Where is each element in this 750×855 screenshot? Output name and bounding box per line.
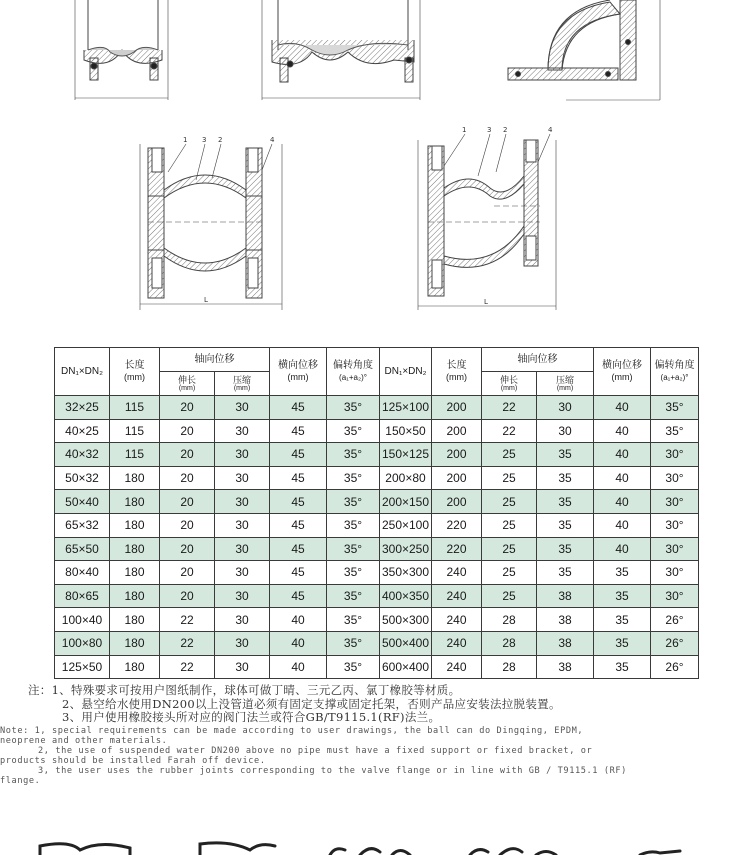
table-cell: 26° xyxy=(651,608,699,632)
table-cell: 30 xyxy=(215,561,270,585)
note-en-2-cont: products should be installed Farah off device. xyxy=(0,755,266,766)
table-cell: 200 xyxy=(432,443,482,467)
table-cell: 45 xyxy=(270,443,327,467)
table-cell: 180 xyxy=(110,631,160,655)
note-en-1: Note: 1, special requirements can be made according to user drawings, the ball can do Dingqing, EPDM, xyxy=(0,725,584,736)
table-cell: 35° xyxy=(327,655,380,679)
table-cell: 20 xyxy=(160,443,215,467)
table-cell: 30 xyxy=(215,537,270,561)
axial-header-right: 轴向位移 xyxy=(482,348,594,372)
table-cell: 115 xyxy=(110,443,160,467)
table-cell: 38 xyxy=(537,584,594,608)
table-cell: 200×150 xyxy=(380,490,432,514)
table-row xyxy=(55,443,699,467)
part-label-4: 4 xyxy=(548,126,553,134)
table-cell: 30° xyxy=(651,513,699,537)
table-cell: 180 xyxy=(110,513,160,537)
table-cell: 35° xyxy=(327,561,380,585)
length-label: L xyxy=(204,296,208,304)
table-cell: 100×80 xyxy=(55,631,110,655)
angle-header: 偏转角度 (a₁+a₂)° xyxy=(327,348,380,396)
double-sphere-drawing-top xyxy=(262,0,420,100)
table-cell: 32×25 xyxy=(55,396,110,420)
table-cell: 400×350 xyxy=(380,584,432,608)
table-cell: 100×40 xyxy=(55,608,110,632)
table-cell: 500×400 xyxy=(380,631,432,655)
table-cell: 20 xyxy=(160,537,215,561)
table-cell: 22 xyxy=(160,608,215,632)
table-body xyxy=(55,396,699,679)
table-cell: 600×400 xyxy=(380,655,432,679)
note-en-3-cont: flange. xyxy=(0,775,41,786)
table-cell: 20 xyxy=(160,584,215,608)
table-cell: 50×32 xyxy=(55,466,110,490)
table-cell: 180 xyxy=(110,608,160,632)
part-label-3: 3 xyxy=(487,126,492,134)
table-cell: 20 xyxy=(160,513,215,537)
table-cell: 35° xyxy=(327,537,380,561)
table-cell: 38 xyxy=(537,608,594,632)
table-cell: 40 xyxy=(270,655,327,679)
extend-header-right: 伸长 (mm) xyxy=(482,372,537,396)
table-cell: 22 xyxy=(482,396,537,420)
table-cell: 35° xyxy=(651,396,699,420)
table-cell: 22 xyxy=(482,419,537,443)
table-cell: 35° xyxy=(327,608,380,632)
table-cell: 35° xyxy=(327,513,380,537)
table-cell: 125×100 xyxy=(380,396,432,420)
table-cell: 30 xyxy=(215,655,270,679)
table-cell: 240 xyxy=(432,631,482,655)
table-cell: 25 xyxy=(482,443,537,467)
table-cell: 40 xyxy=(594,537,651,561)
concentric-sphere-drawing xyxy=(140,136,282,310)
note-zh-3: 3、用户使用橡胶接头所对应的阀门法兰或符合GB/T9115.1(RF)法兰。 xyxy=(62,710,441,724)
table-row xyxy=(55,490,699,514)
part-label-1: 1 xyxy=(183,136,188,144)
table-cell: 220 xyxy=(432,513,482,537)
elbow-drawing-top xyxy=(508,0,660,100)
table-cell: 45 xyxy=(270,561,327,585)
table-cell: 20 xyxy=(160,466,215,490)
table-cell: 240 xyxy=(432,608,482,632)
table-row xyxy=(55,466,699,490)
table-cell: 20 xyxy=(160,419,215,443)
part-label-2: 2 xyxy=(503,126,508,134)
table-cell: 35 xyxy=(594,655,651,679)
reducing-sphere-drawing xyxy=(418,126,556,310)
table-cell: 150×50 xyxy=(380,419,432,443)
technical-drawings xyxy=(0,0,750,340)
table-cell: 250×100 xyxy=(380,513,432,537)
table-cell: 35° xyxy=(327,490,380,514)
table-cell: 115 xyxy=(110,419,160,443)
table-cell: 200 xyxy=(432,396,482,420)
table-cell: 180 xyxy=(110,561,160,585)
table-cell: 25 xyxy=(482,561,537,585)
table-cell: 50×40 xyxy=(55,490,110,514)
table-cell: 22 xyxy=(160,631,215,655)
table-cell: 80×65 xyxy=(55,584,110,608)
table-cell: 25 xyxy=(482,537,537,561)
table-cell: 28 xyxy=(482,631,537,655)
table-row xyxy=(55,537,699,561)
table-cell: 240 xyxy=(432,584,482,608)
part-label-4: 4 xyxy=(270,136,275,144)
table-cell: 30° xyxy=(651,561,699,585)
table-cell: 45 xyxy=(270,513,327,537)
table-cell: 35 xyxy=(594,631,651,655)
dn-header-right: DN₁×DN₂ xyxy=(380,348,432,396)
length-header: 长度 (mm) xyxy=(110,348,160,396)
table-cell: 30 xyxy=(215,513,270,537)
table-cell: 35° xyxy=(651,419,699,443)
specification-table xyxy=(54,347,699,679)
part-label-1: 1 xyxy=(462,126,467,134)
table-cell: 28 xyxy=(482,608,537,632)
table-cell: 40 xyxy=(270,631,327,655)
part-label-2: 2 xyxy=(218,136,223,144)
table-cell: 35° xyxy=(327,419,380,443)
compress-header: 压缩 (mm) xyxy=(215,372,270,396)
table-cell: 180 xyxy=(110,490,160,514)
bottom-drawings-cropped xyxy=(0,810,750,855)
table-cell: 30 xyxy=(215,466,270,490)
table-cell: 30° xyxy=(651,537,699,561)
table-cell: 40 xyxy=(594,396,651,420)
table-cell: 45 xyxy=(270,396,327,420)
table-cell: 35° xyxy=(327,584,380,608)
table-cell: 300×250 xyxy=(380,537,432,561)
table-cell: 200 xyxy=(432,490,482,514)
table-cell: 180 xyxy=(110,466,160,490)
compress-header-right: 压缩 (mm) xyxy=(537,372,594,396)
table-cell: 40×25 xyxy=(55,419,110,443)
table-cell: 35 xyxy=(594,584,651,608)
table-cell: 30 xyxy=(215,419,270,443)
table-cell: 30 xyxy=(215,490,270,514)
dn-header: DN₁×DN₂ xyxy=(55,348,110,396)
part-label-3: 3 xyxy=(202,136,207,144)
table-cell: 180 xyxy=(110,584,160,608)
table-cell: 45 xyxy=(270,466,327,490)
angle-header-right: 偏转角度 (a₁+a₂)° xyxy=(651,348,699,396)
table-cell: 65×50 xyxy=(55,537,110,561)
axial-header: 轴向位移 xyxy=(160,348,270,372)
table-cell: 40 xyxy=(594,466,651,490)
table-cell: 20 xyxy=(160,490,215,514)
table-row xyxy=(55,419,699,443)
table-cell: 35° xyxy=(327,466,380,490)
table-cell: 25 xyxy=(482,490,537,514)
table-cell: 25 xyxy=(482,513,537,537)
table-cell: 220 xyxy=(432,537,482,561)
note-zh-2: 2、悬空给水使用DN200以上没管道必须有固定支撑或固定托架，否则产品应安装法拉脱装置。 xyxy=(62,696,561,711)
table-cell: 30 xyxy=(215,608,270,632)
table-cell: 115 xyxy=(110,396,160,420)
table-cell: 35° xyxy=(327,443,380,467)
table-cell: 35 xyxy=(537,513,594,537)
table-cell: 30 xyxy=(537,396,594,420)
table-cell: 35 xyxy=(594,561,651,585)
table-cell: 35 xyxy=(537,466,594,490)
table-row xyxy=(55,396,699,420)
table-cell: 40 xyxy=(594,419,651,443)
table-cell: 500×300 xyxy=(380,608,432,632)
table-cell: 200 xyxy=(432,419,482,443)
table-cell: 40 xyxy=(594,490,651,514)
table-cell: 180 xyxy=(110,537,160,561)
table-cell: 30 xyxy=(215,396,270,420)
table-cell: 30° xyxy=(651,490,699,514)
table-cell: 150×125 xyxy=(380,443,432,467)
table-row xyxy=(55,655,699,679)
table-cell: 80×40 xyxy=(55,561,110,585)
table-row xyxy=(55,584,699,608)
lateral-header: 横向位移 (mm) xyxy=(270,348,327,396)
notes-section xyxy=(0,683,738,786)
table-cell: 45 xyxy=(270,537,327,561)
table-cell: 22 xyxy=(160,655,215,679)
table-cell: 28 xyxy=(482,655,537,679)
table-row xyxy=(55,608,699,632)
table-cell: 38 xyxy=(537,655,594,679)
table-cell: 30 xyxy=(215,443,270,467)
table-cell: 35 xyxy=(537,443,594,467)
table-cell: 45 xyxy=(270,490,327,514)
table-cell: 125×50 xyxy=(55,655,110,679)
table-row xyxy=(55,631,699,655)
table-cell: 30 xyxy=(215,631,270,655)
table-cell: 35 xyxy=(594,608,651,632)
table-cell: 30° xyxy=(651,466,699,490)
table-cell: 350×300 xyxy=(380,561,432,585)
table-cell: 35° xyxy=(327,396,380,420)
table-cell: 25 xyxy=(482,466,537,490)
table-cell: 26° xyxy=(651,631,699,655)
note-en-2: 2, the use of suspended water DN200 above no pipe must have a fixed support or fixed bracket, or xyxy=(38,745,593,756)
table-cell: 38 xyxy=(537,631,594,655)
table-cell: 25 xyxy=(482,584,537,608)
table-cell: 35° xyxy=(327,631,380,655)
table-cell: 200 xyxy=(432,466,482,490)
table-cell: 30 xyxy=(537,419,594,443)
table-cell: 45 xyxy=(270,419,327,443)
table-cell: 240 xyxy=(432,655,482,679)
table-cell: 40 xyxy=(594,443,651,467)
single-sphere-drawing-top xyxy=(75,0,168,100)
table-cell: 30° xyxy=(651,584,699,608)
note-en-3: 3, the user uses the rubber joints corresponding to the valve flange or in line with GB / T9115.1 (RF) xyxy=(38,765,627,776)
note-en-1-cont: neoprene and other materials. xyxy=(0,735,168,746)
table-cell: 40×32 xyxy=(55,443,110,467)
table-row xyxy=(55,513,699,537)
table-cell: 240 xyxy=(432,561,482,585)
table-cell: 35 xyxy=(537,561,594,585)
length-header-right: 长度 (mm) xyxy=(432,348,482,396)
table-cell: 45 xyxy=(270,584,327,608)
table-cell: 40 xyxy=(594,513,651,537)
table-cell: 65×32 xyxy=(55,513,110,537)
table-cell: 20 xyxy=(160,561,215,585)
lateral-header-right: 横向位移 (mm) xyxy=(594,348,651,396)
table-cell: 180 xyxy=(110,655,160,679)
table-cell: 40 xyxy=(270,608,327,632)
table-cell: 20 xyxy=(160,396,215,420)
table-cell: 35 xyxy=(537,490,594,514)
table-cell: 30° xyxy=(651,443,699,467)
table-cell: 35 xyxy=(537,537,594,561)
note-zh-1: 注：1、特殊要求可按用户图纸制作，球体可做丁晴、三元乙丙、氯丁橡胶等材质。 xyxy=(28,683,461,697)
table-row xyxy=(55,561,699,585)
extend-header: 伸长 (mm) xyxy=(160,372,215,396)
table-cell: 30 xyxy=(215,584,270,608)
table-cell: 26° xyxy=(651,655,699,679)
table-cell: 200×80 xyxy=(380,466,432,490)
length-label: L xyxy=(484,298,488,306)
